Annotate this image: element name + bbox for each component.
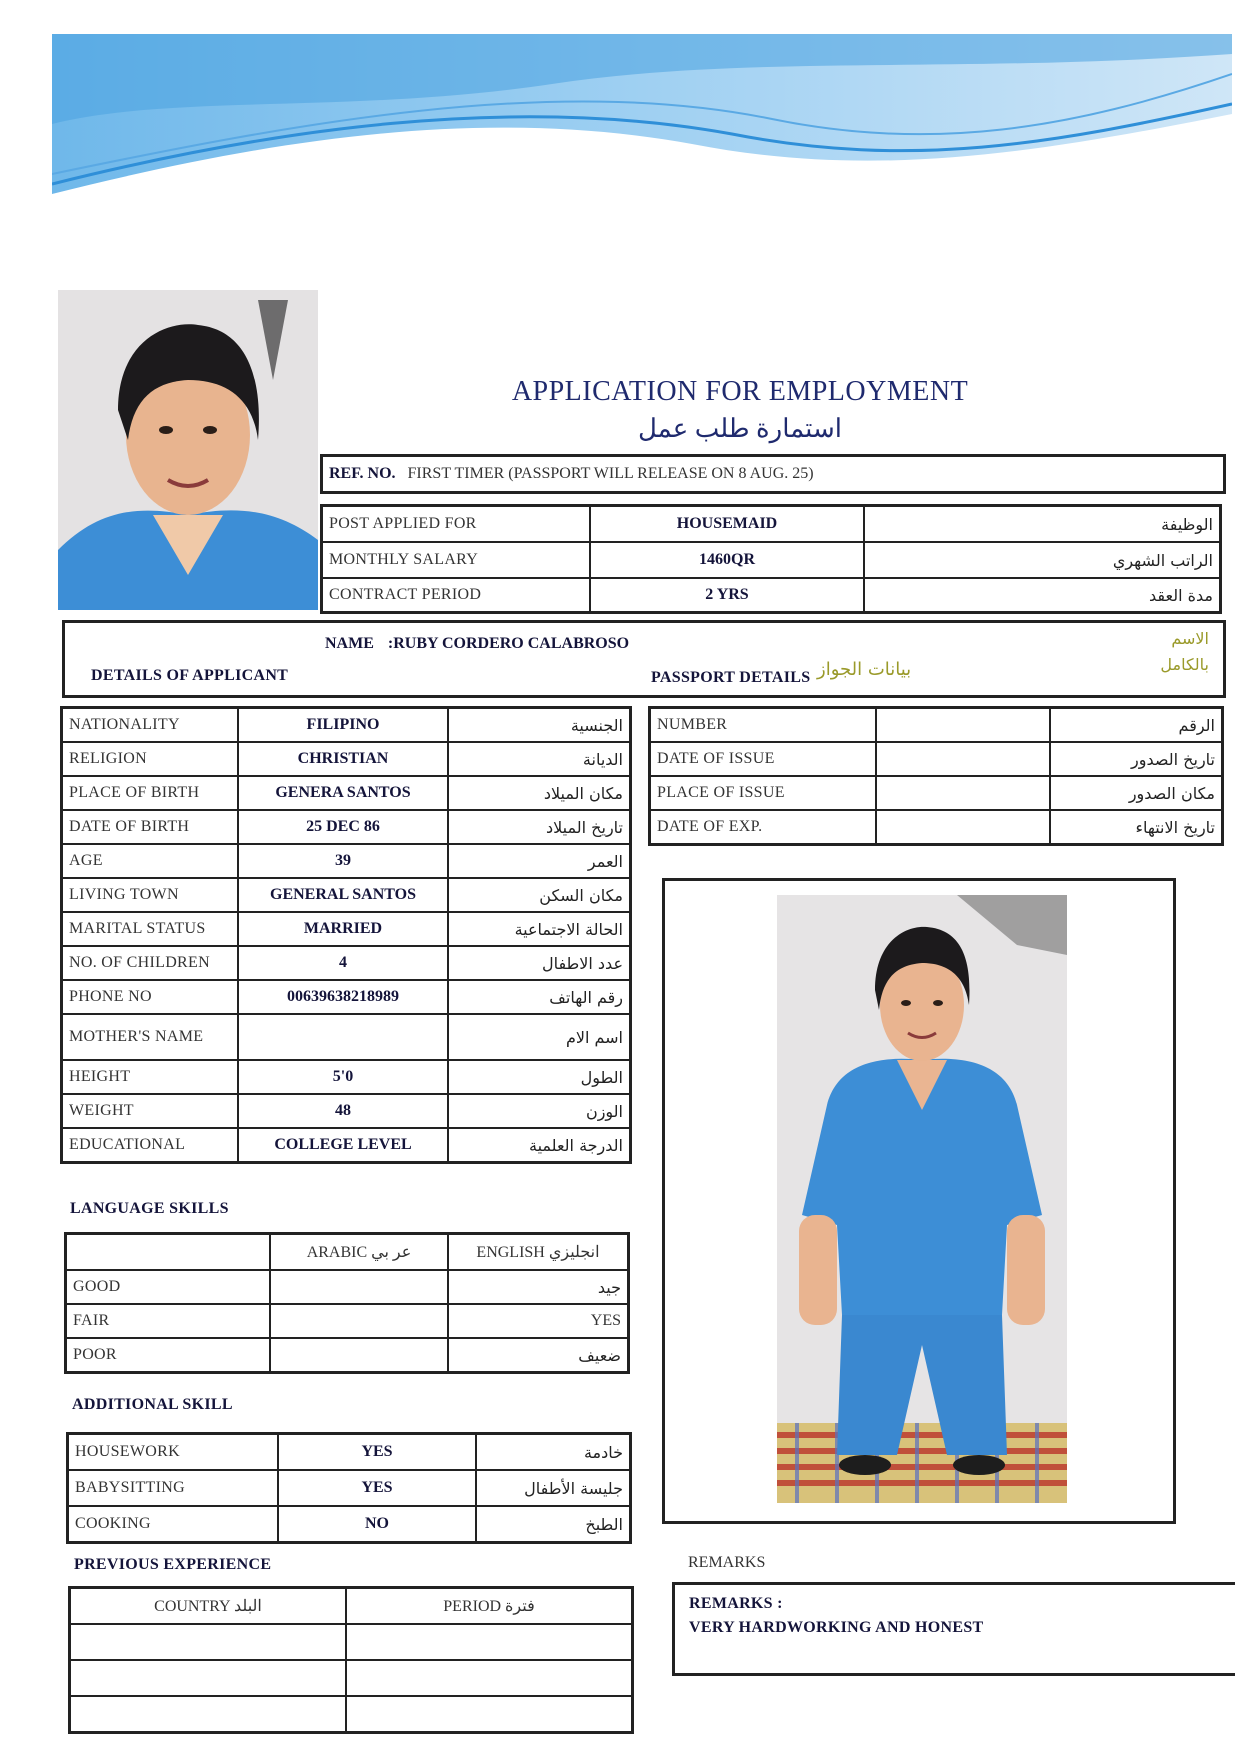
detail-value: GENERAL SANTOS [238,878,448,912]
detail-value: CHRISTIAN [238,742,448,776]
passport-label: PLACE OF ISSUE [650,776,877,810]
language-skills-table [64,1232,630,1374]
applicant-detail-row [62,878,631,912]
detail-label: MOTHER'S NAME [62,1014,239,1060]
detail-arabic-label: مكان السكن [448,878,631,912]
passport-detail-row [650,708,1223,743]
detail-label: EDUCATIONAL [62,1128,239,1163]
skill-value: YES [278,1434,476,1471]
experience-header-row [70,1588,633,1625]
detail-label: RELIGION [62,742,239,776]
detail-value: MARRIED [238,912,448,946]
detail-label: NO. OF CHILDREN [62,946,239,980]
period-column-header: PERIOD فترة [346,1588,633,1625]
remarks-box [672,1582,1235,1676]
experience-period-cell [346,1696,633,1733]
detail-label: MARITAL STATUS [62,912,239,946]
country-column-header: COUNTRY البلد [70,1588,347,1625]
applicant-detail-row [62,742,631,776]
experience-row [70,1624,633,1660]
additional-skill-table [66,1432,632,1544]
english-level-cell: ضعيف [448,1338,629,1373]
detail-value: 25 DEC 86 [238,810,448,844]
applicant-detail-row [62,912,631,946]
detail-label: LIVING TOWN [62,878,239,912]
detail-label: AGE [62,844,239,878]
language-header-row [66,1234,629,1271]
previous-experience-heading: PREVIOUS EXPERIENCE [74,1556,272,1573]
skill-label: COOKING [68,1506,279,1543]
experience-period-cell [346,1624,633,1660]
skill-label: BABYSITTING [68,1470,279,1506]
passport-arabic-label: الرقم [1050,708,1223,743]
passport-value [876,776,1050,810]
detail-value: COLLEGE LEVEL [238,1128,448,1163]
language-row-label: FAIR [66,1304,271,1338]
detail-value [238,1014,448,1060]
skill-row [68,1470,631,1506]
experience-country-cell [70,1624,347,1660]
applicant-detail-row [62,1094,631,1128]
passport-label: NUMBER [650,708,877,743]
detail-arabic-label: الطول [448,1060,631,1094]
detail-arabic-label: الديانة [448,742,631,776]
monthly-salary-label: MONTHLY SALARY [322,542,591,578]
skill-label: HOUSEWORK [68,1434,279,1471]
job-row [322,542,1221,578]
monthly-salary-value: 1460QR [590,542,864,578]
english-level-cell: YES [448,1304,629,1338]
applicant-name: :RUBY CORDERO CALABROSO [387,635,630,652]
detail-label: PHONE NO [62,980,239,1014]
passport-details-heading: PASSPORT DETAILS [651,669,811,686]
applicant-detail-row [62,810,631,844]
applicant-headshot-photo [58,290,318,610]
applicant-detail-row [62,708,631,743]
experience-row [70,1660,633,1696]
remarks-text: VERY HARDWORKING AND HONEST [689,1619,984,1636]
job-row [322,578,1221,613]
language-skills-heading: LANGUAGE SKILLS [70,1200,229,1217]
detail-value: 4 [238,946,448,980]
passport-detail-row [650,810,1223,845]
arabic-column-header: ARABIC عر بي [270,1234,448,1271]
reference-number-box [320,454,1226,494]
ref-no-value: FIRST TIMER (PASSPORT WILL RELEASE ON 8 AUG. 25) [407,465,814,482]
name-section-box [62,620,1226,698]
skill-value: NO [278,1506,476,1543]
skill-row [68,1434,631,1471]
detail-arabic-label: مكان الميلاد [448,776,631,810]
detail-arabic-label: عدد الاطفال [448,946,631,980]
detail-arabic-label: اسم الام [448,1014,631,1060]
detail-value: 00639638218989 [238,980,448,1014]
detail-arabic-label: العمر [448,844,631,878]
full-name-arabic-1: الاسم [1171,629,1209,648]
applicant-detail-row [62,1128,631,1163]
language-corner-cell [66,1234,271,1271]
detail-value: 5'0 [238,1060,448,1094]
detail-arabic-label: الوزن [448,1094,631,1128]
language-row [66,1270,629,1304]
detail-label: NATIONALITY [62,708,239,743]
detail-value: 39 [238,844,448,878]
experience-country-cell [70,1696,347,1733]
detail-value: FILIPINO [238,708,448,743]
applicant-detail-row [62,1060,631,1094]
english-column-header: ENGLISH انجليزي [448,1234,629,1271]
header-wave-banner [52,34,1232,194]
passport-label: DATE OF EXP. [650,810,877,845]
form-title-arabic: استمارة طلب عمل [637,414,843,443]
arabic-level-cell [270,1270,448,1304]
post-applied-label: POST APPLIED FOR [322,506,591,543]
detail-arabic-label: تاريخ الميلاد [448,810,631,844]
contract-period-value: 2 YRS [590,578,864,613]
previous-experience-table [68,1586,634,1734]
skill-arabic: جليسة الأطفال [476,1470,631,1506]
english-level-cell: جيد [448,1270,629,1304]
detail-arabic-label: الدرجة العلمية [448,1128,631,1163]
detail-value: 48 [238,1094,448,1128]
detail-label: DATE OF BIRTH [62,810,239,844]
language-row-label: POOR [66,1338,271,1373]
form-title: APPLICATION FOR EMPLOYMENT [511,376,969,407]
ref-no-label: REF. NO. [329,465,396,482]
experience-period-cell [346,1660,633,1696]
detail-label: WEIGHT [62,1094,239,1128]
passport-label: DATE OF ISSUE [650,742,877,776]
detail-label: PLACE OF BIRTH [62,776,239,810]
applicant-detail-row [62,946,631,980]
detail-arabic-label: الحالة الاجتماعية [448,912,631,946]
applicant-detail-row [62,844,631,878]
remarks-title: REMARKS : [689,1595,783,1612]
arabic-level-cell [270,1304,448,1338]
language-row-label: GOOD [66,1270,271,1304]
applicant-detail-row [62,1014,631,1060]
passport-arabic-label: مكان الصدور [1050,776,1223,810]
language-row [66,1304,629,1338]
skill-row [68,1506,631,1543]
arabic-level-cell [270,1338,448,1373]
passport-value [876,810,1050,845]
passport-arabic-label: تاريخ الصدور [1050,742,1223,776]
applicant-detail-row [62,776,631,810]
passport-detail-row [650,742,1223,776]
passport-details-table [648,706,1224,846]
passport-detail-row [650,776,1223,810]
passport-arabic-label: تاريخ الانتهاء [1050,810,1223,845]
name-label: NAME [325,635,374,652]
skill-arabic: خادمة [476,1434,631,1471]
skill-value: YES [278,1470,476,1506]
applicant-detail-row [62,980,631,1014]
post-applied-arabic: الوظيفة [864,506,1221,543]
detail-arabic-label: رقم الهاتف [448,980,631,1014]
full-body-photo-frame [662,878,1176,1524]
full-name-arabic-2: بالكامل [1160,655,1209,674]
experience-row [70,1696,633,1733]
passport-value [876,708,1050,743]
remarks-heading: REMARKS [688,1554,766,1571]
post-applied-value: HOUSEMAID [590,506,864,543]
additional-skill-heading: ADDITIONAL SKILL [72,1396,233,1413]
applicant-details-table [60,706,632,1164]
job-row [322,506,1221,543]
passport-details-arabic: بيانات الجواز [817,659,912,680]
details-of-applicant-heading: DETAILS OF APPLICANT [91,667,289,684]
passport-value [876,742,1050,776]
monthly-salary-arabic: الراتب الشهري [864,542,1221,578]
applicant-full-body-photo [777,895,1067,1503]
contract-period-arabic: مدة العقد [864,578,1221,613]
job-details-table [320,504,1222,614]
detail-value: GENERA SANTOS [238,776,448,810]
experience-country-cell [70,1660,347,1696]
contract-period-label: CONTRACT PERIOD [322,578,591,613]
detail-label: HEIGHT [62,1060,239,1094]
language-row [66,1338,629,1373]
detail-arabic-label: الجنسية [448,708,631,743]
skill-arabic: الطبخ [476,1506,631,1543]
